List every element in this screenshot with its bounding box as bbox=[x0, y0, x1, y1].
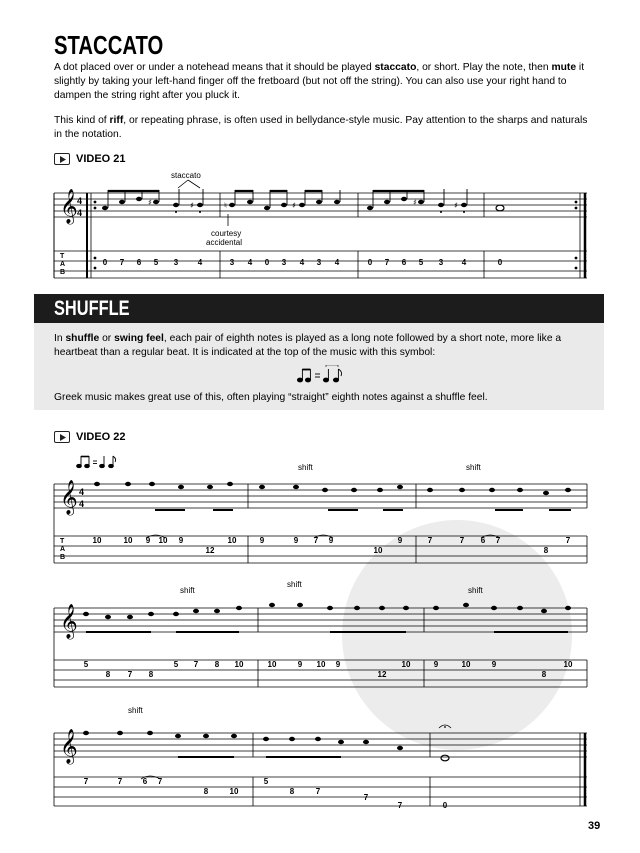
svg-text:9: 9 bbox=[293, 536, 299, 545]
svg-text:8: 8 bbox=[541, 670, 547, 679]
svg-text:B: B bbox=[60, 269, 66, 276]
video-21-link[interactable]: VIDEO 21 bbox=[54, 153, 126, 165]
svg-text:10: 10 bbox=[123, 536, 133, 545]
svg-text:4: 4 bbox=[299, 258, 305, 267]
system1-tab-numbers bbox=[93, 536, 571, 555]
time-signature bbox=[79, 487, 84, 509]
svg-text:3: 3 bbox=[438, 258, 444, 267]
svg-text:10: 10 bbox=[316, 660, 326, 669]
svg-text:6: 6 bbox=[480, 536, 486, 545]
svg-text:0: 0 bbox=[497, 258, 503, 267]
svg-text:0: 0 bbox=[442, 801, 448, 810]
svg-text:8: 8 bbox=[543, 546, 549, 555]
svg-text:12: 12 bbox=[377, 670, 387, 679]
tab-clef-icon bbox=[60, 538, 65, 561]
system3-noteheads bbox=[83, 731, 403, 750]
svg-text:10: 10 bbox=[229, 787, 239, 796]
svg-text:3: 3 bbox=[229, 258, 235, 267]
treble-clef-icon: 𝄞 bbox=[60, 604, 78, 639]
shuffle-paragraph-1: In shuffle or swing feel, each pair of eighth notes is played as a long note followed by a short note, more like a heartbeat than a regular beat. It is indicated at the top of the music with this symbol: bbox=[54, 333, 562, 358]
svg-text:8: 8 bbox=[214, 660, 220, 669]
svg-text:10: 10 bbox=[461, 660, 471, 669]
video-22-link[interactable]: VIDEO 22 bbox=[54, 431, 126, 443]
system1-shift-labels bbox=[298, 463, 481, 472]
svg-text:4: 4 bbox=[247, 258, 253, 267]
treble-clef-icon: 𝄞 bbox=[60, 480, 78, 515]
svg-text:9: 9 bbox=[259, 536, 265, 545]
svg-text:4: 4 bbox=[461, 258, 467, 267]
system3-shift-label: shift bbox=[128, 706, 143, 715]
svg-text:9: 9 bbox=[178, 536, 184, 545]
courtesy-annotation-line1: courtesy bbox=[211, 229, 242, 238]
svg-text:6: 6 bbox=[136, 258, 142, 267]
svg-text:shift: shift bbox=[468, 586, 483, 595]
svg-text:7: 7 bbox=[127, 670, 133, 679]
treble-clef-icon: 𝄞 bbox=[60, 189, 78, 224]
svg-text:9: 9 bbox=[335, 660, 341, 669]
svg-text:shift: shift bbox=[298, 463, 313, 472]
svg-text:♯: ♯ bbox=[148, 198, 152, 207]
svg-text:9: 9 bbox=[297, 660, 303, 669]
system2-tab-numbers bbox=[84, 660, 573, 679]
svg-text:7: 7 bbox=[565, 536, 571, 545]
svg-text:8: 8 bbox=[105, 670, 111, 679]
svg-text:10: 10 bbox=[401, 660, 411, 669]
svg-text:8: 8 bbox=[203, 787, 209, 796]
svg-text:7: 7 bbox=[384, 258, 390, 267]
svg-text:10: 10 bbox=[227, 536, 237, 545]
svg-text:9: 9 bbox=[328, 536, 334, 545]
staccato-heading: STACCATO bbox=[54, 30, 164, 60]
courtesy-annotation-line2: accidental bbox=[206, 238, 243, 247]
svg-text:♯: ♯ bbox=[292, 201, 296, 210]
svg-text:7: 7 bbox=[313, 536, 319, 545]
svg-text:0: 0 bbox=[367, 258, 373, 267]
svg-text:7: 7 bbox=[117, 777, 123, 786]
svg-text:7: 7 bbox=[397, 801, 403, 810]
svg-text:7: 7 bbox=[119, 258, 125, 267]
svg-text:♯: ♯ bbox=[454, 201, 458, 210]
svg-text:10: 10 bbox=[92, 536, 102, 545]
svg-text:5: 5 bbox=[418, 258, 424, 267]
svg-text:♮: ♮ bbox=[224, 201, 227, 210]
svg-text:10: 10 bbox=[158, 536, 168, 545]
shuffle-tempo-symbol-icon bbox=[77, 456, 116, 468]
svg-text:7: 7 bbox=[193, 660, 199, 669]
svg-text:3: 3 bbox=[173, 258, 179, 267]
svg-text:10: 10 bbox=[267, 660, 277, 669]
svg-text:shift: shift bbox=[466, 463, 481, 472]
svg-text:4: 4 bbox=[77, 208, 83, 218]
svg-text:T: T bbox=[60, 538, 65, 545]
svg-text:9: 9 bbox=[397, 536, 403, 545]
svg-text:7: 7 bbox=[315, 787, 321, 796]
svg-text:4: 4 bbox=[334, 258, 340, 267]
svg-text:7: 7 bbox=[459, 536, 465, 545]
svg-text:4: 4 bbox=[197, 258, 203, 267]
svg-text:8: 8 bbox=[148, 670, 154, 679]
staccato-paragraph-1: A dot placed over or under a notehead means that it should be played staccato, or short. Play the note, then mute it slightly by taking your left-hand finger off the fretboard (but not off the string). You can also use your right hand to dampen the string right after you pluck it. bbox=[54, 62, 585, 101]
staccato-paragraph-2: This kind of riff, or repeating phrase, is often used in bellydance-style music. Pay attention to the sharps and naturals in the notation. bbox=[54, 115, 588, 140]
svg-text:9: 9 bbox=[491, 660, 497, 669]
system2-shift-labels bbox=[180, 580, 483, 595]
svg-text:5: 5 bbox=[173, 660, 179, 669]
svg-text:10: 10 bbox=[234, 660, 244, 669]
svg-text:♯: ♯ bbox=[413, 198, 417, 207]
svg-text:5: 5 bbox=[153, 258, 159, 267]
svg-text:7: 7 bbox=[427, 536, 433, 545]
system3-tab-numbers bbox=[84, 777, 448, 810]
svg-text:7: 7 bbox=[83, 777, 89, 786]
svg-text:7: 7 bbox=[363, 793, 369, 802]
system2-noteheads bbox=[83, 603, 571, 619]
whole-note bbox=[441, 755, 449, 761]
staccato-annotation: staccato bbox=[171, 171, 201, 180]
svg-text:9: 9 bbox=[433, 660, 439, 669]
svg-text:9: 9 bbox=[145, 536, 151, 545]
svg-text:5: 5 bbox=[263, 777, 269, 786]
svg-text:B: B bbox=[60, 554, 66, 561]
shuffle-heading: SHUFFLE bbox=[54, 297, 130, 320]
svg-text:7: 7 bbox=[157, 777, 163, 786]
system3-staff bbox=[54, 733, 587, 806]
svg-text:6: 6 bbox=[401, 258, 407, 267]
system1-slurs bbox=[146, 535, 500, 538]
svg-text:3: 3 bbox=[316, 258, 322, 267]
svg-text:3: 3 bbox=[281, 258, 287, 267]
svg-text:0: 0 bbox=[102, 258, 108, 267]
svg-text:A: A bbox=[60, 546, 66, 553]
svg-text:10: 10 bbox=[373, 546, 383, 555]
shuffle-paragraph-2: Greek music makes great use of this, often playing “straight” eighth notes against a shuffle feel. bbox=[54, 392, 488, 403]
svg-text:7: 7 bbox=[495, 536, 501, 545]
svg-text:5: 5 bbox=[83, 660, 89, 669]
svg-text:4: 4 bbox=[77, 196, 83, 206]
system2-staff bbox=[54, 608, 587, 687]
svg-text:♯: ♯ bbox=[190, 201, 194, 210]
svg-text:6: 6 bbox=[142, 777, 148, 786]
svg-text:4: 4 bbox=[79, 487, 85, 497]
svg-text:T: T bbox=[60, 253, 65, 260]
svg-text:8: 8 bbox=[289, 787, 295, 796]
svg-text:4: 4 bbox=[79, 499, 85, 509]
treble-clef-icon: 𝄞 bbox=[60, 729, 78, 764]
svg-text:10: 10 bbox=[563, 660, 573, 669]
system1-staff bbox=[54, 484, 587, 563]
svg-text:12: 12 bbox=[205, 546, 215, 555]
svg-text:A: A bbox=[60, 261, 66, 268]
svg-text:shift: shift bbox=[180, 586, 195, 595]
svg-text:shift: shift bbox=[287, 580, 302, 589]
svg-text:0: 0 bbox=[264, 258, 270, 267]
page-number: 39 bbox=[588, 820, 601, 832]
